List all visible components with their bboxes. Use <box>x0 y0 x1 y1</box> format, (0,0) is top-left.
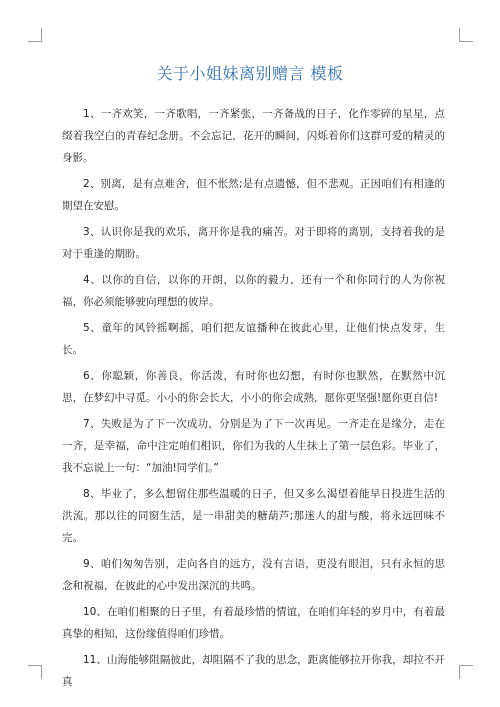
crop-mark-top-right <box>459 28 473 42</box>
crop-mark-bottom-left <box>28 665 42 679</box>
paragraph-8: 8、毕业了，多么想留住那些温暖的日子，但又多么渴望着能早日投进生活的洪流。那以往的同窗生活，是一串甜美的糖葫芦;那迷人的甜与酸，将永远回味不完。 <box>62 488 445 544</box>
paragraph-6: 6、你聪颖，你善良，你活泼，有时你也幻想，有时你也默然，在默然中沉思，在梦幻中寻觅。小小的你会长大，小小的你会成熟，愿你更坚强!愿你更自信! <box>62 370 445 404</box>
crop-mark-bottom-right <box>459 665 473 679</box>
paragraph-5: 5、童年的风铃摇啊摇，咱们把友谊播种在彼此心里，让他们快点发芽，生长。 <box>62 322 445 356</box>
paragraph-2: 2、别离，是有点难舍，但不怅然;是有点遗憾，但不悲观。正因咱们有相逢的期望在安慰。 <box>62 178 445 212</box>
paragraph-4: 4、以你的自信，以你的开朗，以你的毅力，还有一个和你同行的人为你祝福，你必须能够驶向理想的彼岸。 <box>62 274 445 308</box>
paragraph-3: 3、认识你是我的欢乐，离开你是我的痛苦。对于即将的离别，支持着我的是对于重逢的期盼。 <box>62 226 445 260</box>
document-title: 关于小姐妹离别赠言 模板 <box>156 64 344 83</box>
paragraph-10: 10、在咱们相聚的日子里，有着最珍惜的情谊，在咱们年轻的岁月中，有着最真挚的相知，这份缘值得咱们珍惜。 <box>62 606 445 640</box>
document-body <box>62 103 445 697</box>
paragraph-7: 7、失败是为了下一次成功，分别是为了下一次再见。一齐走在是缘分，走在一齐，是幸福，命中注定咱们相识，你们为我的人生抹上了第一层色彩。毕业了，我不忘说上一句：“加油!同学们。” <box>62 418 445 474</box>
paragraph-11: 11、山海能够阻隔彼此，却阻隔不了我的思念，距离能够拉开你我，却拉不开真 <box>62 654 445 688</box>
crop-mark-top-left <box>28 28 42 42</box>
paragraph-1: 1、一齐欢笑，一齐歌唱，一齐紧张，一齐备战的日子，化作零碎的星星，点缀着我空白的青春纪念册。不会忘记，花开的瞬间，闪烁着你们这群可爱的精灵的身影。 <box>62 108 445 164</box>
paragraph-9: 9、咱们匆匆告别，走向各自的远方，没有言语，更没有眼泪，只有永恒的思念和祝福，在彼此的心中发出深沉的共鸣。 <box>62 558 445 592</box>
